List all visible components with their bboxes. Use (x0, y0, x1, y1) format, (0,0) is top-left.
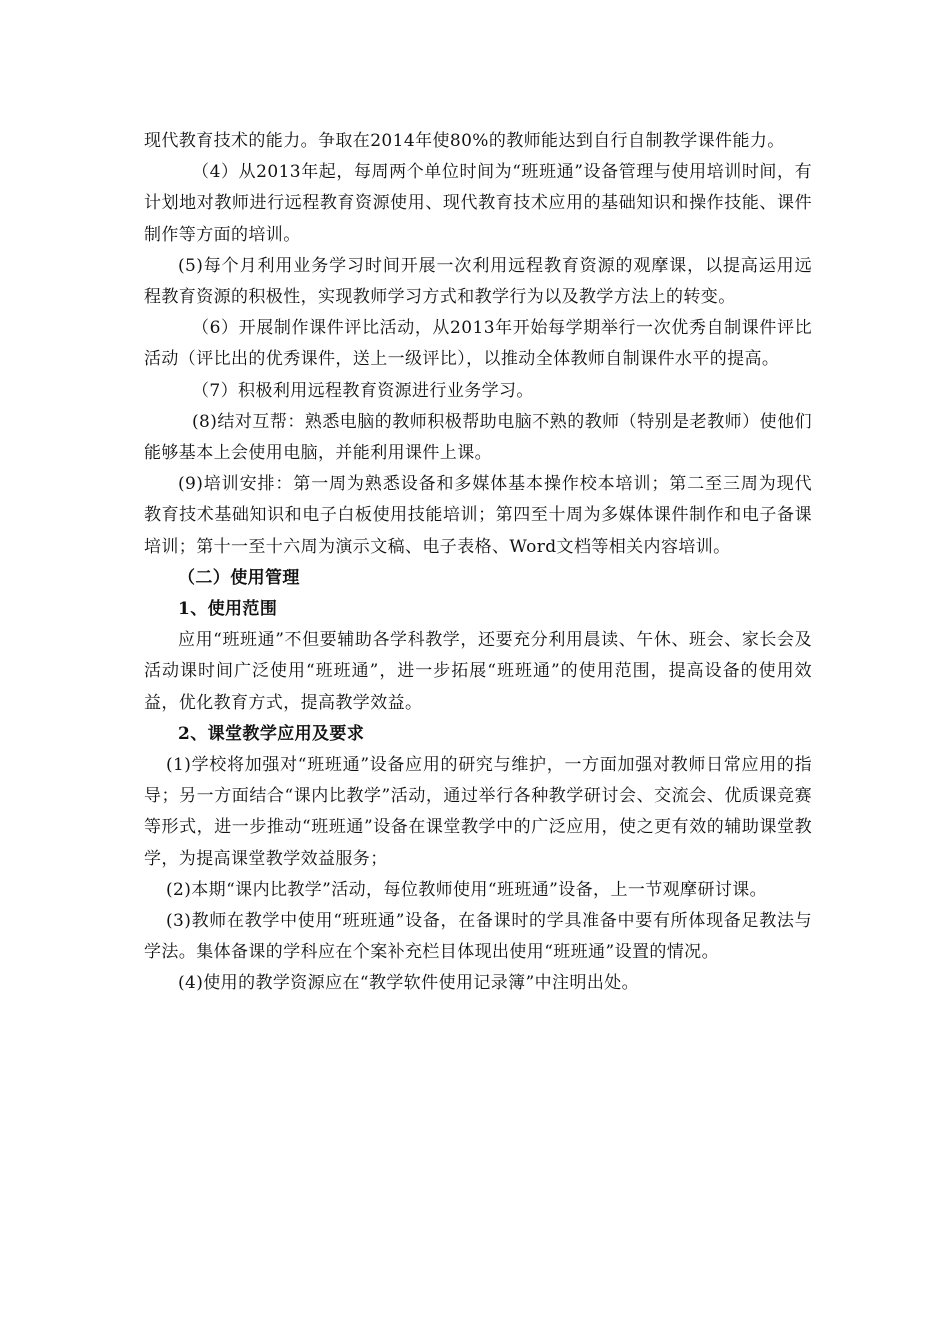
paragraph-item-4: （4）从2013年起，每周两个单位时间为“班班通”设备管理与使用培训时间，有计划地对教师进行远程教育资源使用、现代教育技术应用的基础知识和操作技能、课件制作等方面的培训。 (144, 162, 812, 245)
paragraph-item-5: (5)每个月利用业务学习时间开展一次利用远程教育资源的观摩课，以提高运用远程教育资源的积极性，实现教师学习方式和教学行为以及教学方法上的转变。 (144, 255, 812, 308)
paragraph-item-8: (8)结对互帮：熟悉电脑的教师积极帮助电脑不熟的教师（特别是老教师）使他们能够基本上会使用电脑，并能利用课件上课。 (144, 411, 812, 464)
paragraph-classroom-3: (3)教师在教学中使用“班班通”设备，在备课时的学具准备中要有所体现备足教法与学法。集体备课的学科应在个案补充栏目体现出使用“班班通”设置的情况。 (144, 911, 812, 963)
subheading-usage-scope: 1、使用范围 (178, 599, 278, 620)
paragraph-item-9: (9)培训安排：第一周为熟悉设备和多媒体基本操作校本培训；第二至三周为现代教育技术基础知识和电子白板使用技能培训；第四至十周为多媒体课件制作和电子备课培训；第十一至十六周为演示文稿、电子表格、Word文档等相关内容培训。 (144, 474, 812, 557)
paragraph-classroom-2: (2)本期“课内比教学”活动，每位教师使用“班班通”设备，上一节观摩研讨课。 (166, 879, 768, 900)
paragraph-classroom-4: (4)使用的教学资源应在“教学软件使用记录簿”中注明出处。 (178, 973, 640, 994)
paragraph-ability-goal: 现代教育技术的能力。争取在2014年使80%的教师能达到自行自制教学课件能力。 (144, 131, 785, 151)
paragraph-item-6: （6）开展制作课件评比活动，从2013年开始每学期举行一次优秀自制课件评比活动（评比出的优秀课件，送上一级评比），以推动全体教师自制课件水平的提高。 (144, 318, 812, 370)
paragraph-item-7: （7）积极利用远程教育资源进行业务学习。 (192, 380, 534, 401)
section-heading-usage-management: （二）使用管理 (178, 567, 300, 588)
paragraph-usage-scope: 应用“班班通”不但要辅助各学科教学，还要充分利用晨读、午休、班会、家长会及活动课时间广泛使用“班班通”，进一步拓展“班班通”的使用范围，提高设备的使用效益，优化教育方式，提高教学效益。 (144, 630, 812, 713)
document-body (144, 126, 812, 1000)
paragraph-classroom-1: (1)学校将加强对“班班通”设备应用的研究与维护，一方面加强对教师日常应用的指导；另一方面结合“课内比教学”活动，通过举行各种教学研讨会、交流会、优质课竞赛等形式，进一步推动“班班通”设备在课堂教学中的广泛应用，使之更有效的辅助课堂教学，为提高课堂教学效益服务； (144, 755, 812, 869)
subheading-classroom-application: 2、课堂教学应用及要求 (178, 723, 365, 744)
